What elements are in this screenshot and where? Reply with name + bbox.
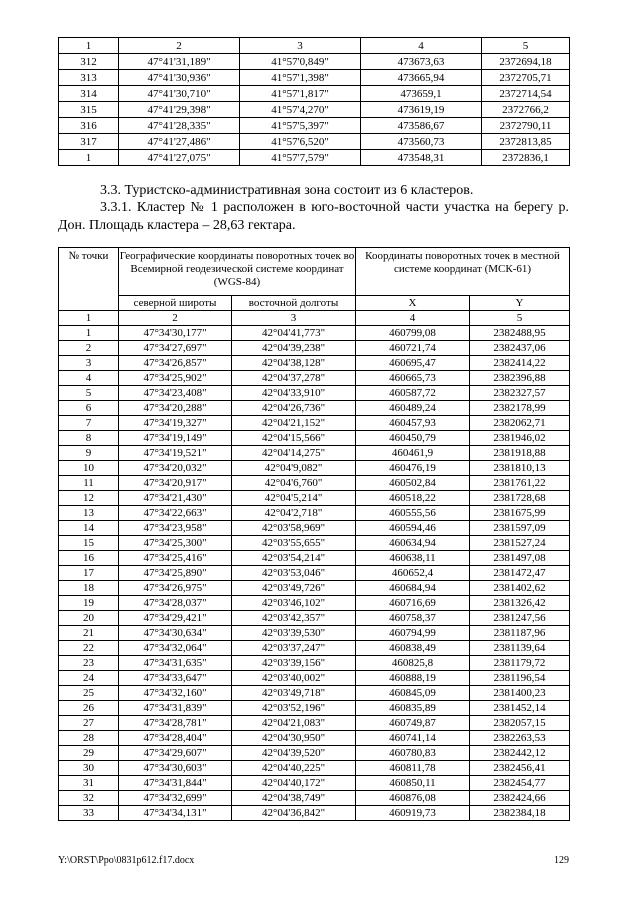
table-cell: 47°34'34,131" <box>119 806 232 821</box>
table-cell: 2382263,53 <box>470 731 570 746</box>
table-cell: 2381597,09 <box>470 521 570 536</box>
table-cell: 460825,8 <box>356 656 470 671</box>
table-cell: 47°34'30,177" <box>119 326 232 341</box>
longitude-header: восточной долготы <box>232 296 356 311</box>
table-cell: 42°04'36,842" <box>232 806 356 821</box>
table-row <box>59 341 570 356</box>
table-cell: 42°04'14,275" <box>232 446 356 461</box>
table-cell: 28 <box>59 731 119 746</box>
table-cell: 460845,09 <box>356 686 470 701</box>
table-cell: 2372694,18 <box>482 54 570 70</box>
table-cell: 42°04'21,152" <box>232 416 356 431</box>
table-cell: 41°57'6,520" <box>240 134 361 150</box>
table-cell: 2382454,77 <box>470 776 570 791</box>
table-cell: 42°04'40,225" <box>232 761 356 776</box>
table-cell: 12 <box>59 491 119 506</box>
table-cell: 11 <box>59 476 119 491</box>
table-cell: 460838,49 <box>356 641 470 656</box>
table-cell: 14 <box>59 521 119 536</box>
table-cell: 19 <box>59 596 119 611</box>
table-cell: 42°04'5,214" <box>232 491 356 506</box>
table-cell: 460684,94 <box>356 581 470 596</box>
table-cell: 460461,9 <box>356 446 470 461</box>
table-cell: 42°04'38,128" <box>232 356 356 371</box>
table-cell: 42°03'37,247" <box>232 641 356 656</box>
table-cell: 10 <box>59 461 119 476</box>
table-cell: 47°34'28,404" <box>119 731 232 746</box>
table-row <box>59 641 570 656</box>
column-number-cell: 2 <box>119 38 240 54</box>
table-cell: 41°57'1,398" <box>240 70 361 86</box>
table-cell: 2381139,64 <box>470 641 570 656</box>
table-cell: 460721,74 <box>356 341 470 356</box>
column-number-cell: 5 <box>470 311 570 326</box>
table-cell: 25 <box>59 686 119 701</box>
table-cell: 13 <box>59 506 119 521</box>
y-header: Y <box>470 296 570 311</box>
table-cell: 15 <box>59 536 119 551</box>
table-cell: 31 <box>59 776 119 791</box>
table-row <box>59 761 570 776</box>
table-cell: 2382384,18 <box>470 806 570 821</box>
table-cell: 47°34'29,607" <box>119 746 232 761</box>
table-cell: 42°03'53,046" <box>232 566 356 581</box>
table-cell: 2381452,14 <box>470 701 570 716</box>
table-row <box>59 626 570 641</box>
table-cell: 2381402,62 <box>470 581 570 596</box>
table-cell: 2372714,54 <box>482 86 570 102</box>
table-cell: 2382327,57 <box>470 386 570 401</box>
table-cell: 1 <box>59 150 119 166</box>
column-number-cell: 1 <box>59 311 119 326</box>
x-header: X <box>356 296 470 311</box>
table-cell: 2382057,15 <box>470 716 570 731</box>
table-cell: 47°34'26,975" <box>119 581 232 596</box>
table-cell: 2381527,24 <box>470 536 570 551</box>
table-cell: 460489,24 <box>356 401 470 416</box>
table-cell: 460518,22 <box>356 491 470 506</box>
table-row <box>59 461 570 476</box>
table-cell: 47°34'31,844" <box>119 776 232 791</box>
column-number-cell: 1 <box>59 38 119 54</box>
latitude-header: северной широты <box>119 296 232 311</box>
table-cell: 42°04'6,760" <box>232 476 356 491</box>
table-cell: 2381326,42 <box>470 596 570 611</box>
table-cell: 313 <box>59 70 119 86</box>
table-cell: 2381187,96 <box>470 626 570 641</box>
table-cell: 22 <box>59 641 119 656</box>
table-cell: 47°34'27,697" <box>119 341 232 356</box>
table-cell: 2381400,23 <box>470 686 570 701</box>
table-cell: 8 <box>59 431 119 446</box>
table-cell: 473586,67 <box>361 118 482 134</box>
table-cell: 460799,08 <box>356 326 470 341</box>
page-number: 129 <box>554 855 569 866</box>
column-number-cell: 3 <box>240 38 361 54</box>
table-cell: 2381675,99 <box>470 506 570 521</box>
table-cell: 473548,31 <box>361 150 482 166</box>
table-row <box>59 118 570 134</box>
table-cell: 460850,11 <box>356 776 470 791</box>
table-cell: 42°03'46,102" <box>232 596 356 611</box>
table-cell: 460652,4 <box>356 566 470 581</box>
file-path: Y:\ORST\Ppo\0831p612.f17.docx <box>58 855 195 866</box>
table-cell: 460749,87 <box>356 716 470 731</box>
table-cell: 42°04'26,736" <box>232 401 356 416</box>
column-number-cell: 5 <box>482 38 570 54</box>
table-cell: 460555,56 <box>356 506 470 521</box>
table-cell: 47°34'30,634" <box>119 626 232 641</box>
table-row <box>59 371 570 386</box>
table-row <box>59 431 570 446</box>
table-cell: 47°34'26,857" <box>119 356 232 371</box>
table-cell: 47°34'30,603" <box>119 761 232 776</box>
table-row <box>59 686 570 701</box>
table-cell: 42°04'37,278" <box>232 371 356 386</box>
table-row <box>59 491 570 506</box>
table-cell: 42°04'30,950" <box>232 731 356 746</box>
table-cell: 2382488,95 <box>470 326 570 341</box>
table-cell: 2381810,13 <box>470 461 570 476</box>
table-cell: 17 <box>59 566 119 581</box>
table-row <box>59 134 570 150</box>
table-cell: 314 <box>59 86 119 102</box>
table-cell: 47°34'32,160" <box>119 686 232 701</box>
table-cell: 47°34'29,421" <box>119 611 232 626</box>
table-cell: 42°03'54,214" <box>232 551 356 566</box>
table-cell: 47°34'20,032" <box>119 461 232 476</box>
table-cell: 16 <box>59 551 119 566</box>
table-cell: 473665,94 <box>361 70 482 86</box>
table-cell: 460716,69 <box>356 596 470 611</box>
table-cell: 2382178,99 <box>470 401 570 416</box>
table-row <box>59 536 570 551</box>
table-row <box>59 671 570 686</box>
table-row <box>59 326 570 341</box>
table-cell: 47°34'33,647" <box>119 671 232 686</box>
table-row <box>59 551 570 566</box>
table-cell: 47°34'31,635" <box>119 656 232 671</box>
table-cell: 2372790,11 <box>482 118 570 134</box>
table-row <box>59 416 570 431</box>
table-cell: 312 <box>59 54 119 70</box>
table-cell: 30 <box>59 761 119 776</box>
table-cell: 42°03'49,726" <box>232 581 356 596</box>
table-cell: 47°41'30,710" <box>119 86 240 102</box>
table-cell: 42°03'49,718" <box>232 686 356 701</box>
table-row <box>59 446 570 461</box>
table-cell: 42°04'39,520" <box>232 746 356 761</box>
table-row <box>59 656 570 671</box>
table-cell: 7 <box>59 416 119 431</box>
table-cell: 2381918,88 <box>470 446 570 461</box>
table-cell: 32 <box>59 791 119 806</box>
table-row <box>59 401 570 416</box>
table-cell: 473673,63 <box>361 54 482 70</box>
column-number-cell: 3 <box>232 311 356 326</box>
table-cell: 47°41'29,398" <box>119 102 240 118</box>
table-cell: 42°04'38,749" <box>232 791 356 806</box>
column-number-cell: 4 <box>361 38 482 54</box>
table-cell: 20 <box>59 611 119 626</box>
table-row <box>59 356 570 371</box>
table-cell: 29 <box>59 746 119 761</box>
table-cell: 47°34'25,902" <box>119 371 232 386</box>
table-cell: 473560,73 <box>361 134 482 150</box>
table-cell: 26 <box>59 701 119 716</box>
table-row <box>59 731 570 746</box>
table-row <box>59 581 570 596</box>
table-cell: 460476,19 <box>356 461 470 476</box>
table-cell: 47°34'19,521" <box>119 446 232 461</box>
table-cell: 2382456,41 <box>470 761 570 776</box>
table-cell: 47°34'32,064" <box>119 641 232 656</box>
cluster-description-paragraph: 3.3.1. Кластер № 1 расположен в юго-восточной части участка на берегу р. Дон. Площадь кластера – 28,63 гектара. <box>58 200 569 233</box>
table-cell: 460835,89 <box>356 701 470 716</box>
table-cell: 316 <box>59 118 119 134</box>
table-cell: 42°03'39,530" <box>232 626 356 641</box>
table-cell: 42°04'33,910" <box>232 386 356 401</box>
coordinates-table-continued <box>58 37 570 166</box>
geo-coordinates-header: Географические координаты поворотных точек во Всемирной геодезической системе координат (WGS-84) <box>119 248 356 296</box>
table-cell: 42°04'21,083" <box>232 716 356 731</box>
table-cell: 1 <box>59 326 119 341</box>
local-coordinates-header: Координаты поворотных точек в местной системе координат (МСК-61) <box>356 248 570 296</box>
zone-description-paragraph: 3.3. Туристско-административная зона состоит из 6 кластеров. <box>100 183 474 198</box>
table-row <box>59 566 570 581</box>
table-cell: 47°34'31,839" <box>119 701 232 716</box>
table-cell: 473659,1 <box>361 86 482 102</box>
table-cell: 42°04'40,172" <box>232 776 356 791</box>
table-cell: 21 <box>59 626 119 641</box>
table-cell: 473619,19 <box>361 102 482 118</box>
table-cell: 460695,47 <box>356 356 470 371</box>
column-number-cell: 2 <box>119 311 232 326</box>
table-cell: 460665,73 <box>356 371 470 386</box>
table-cell: 2381728,68 <box>470 491 570 506</box>
table-row <box>59 611 570 626</box>
table-cell: 47°34'25,890" <box>119 566 232 581</box>
table-cell: 47°34'32,699" <box>119 791 232 806</box>
point-number-header: № точки <box>59 248 119 311</box>
table-cell: 460758,37 <box>356 611 470 626</box>
table-cell: 4 <box>59 371 119 386</box>
table-cell: 2372766,2 <box>482 102 570 118</box>
table-cell: 47°41'30,936" <box>119 70 240 86</box>
table-cell: 2382442,12 <box>470 746 570 761</box>
table-cell: 9 <box>59 446 119 461</box>
column-numbers-row <box>59 311 570 326</box>
table-cell: 460457,93 <box>356 416 470 431</box>
table-cell: 42°04'39,238" <box>232 341 356 356</box>
table-cell: 42°04'2,718" <box>232 506 356 521</box>
table-cell: 41°57'1,817" <box>240 86 361 102</box>
table-cell: 41°57'0,849" <box>240 54 361 70</box>
table-cell: 42°04'9,082" <box>232 461 356 476</box>
table-cell: 3 <box>59 356 119 371</box>
table-row <box>59 776 570 791</box>
table-cell: 42°03'55,655" <box>232 536 356 551</box>
table-row <box>59 476 570 491</box>
table-cell: 460919,73 <box>356 806 470 821</box>
table-cell: 460638,11 <box>356 551 470 566</box>
table-cell: 2381247,56 <box>470 611 570 626</box>
table-row <box>59 701 570 716</box>
table-cell: 42°04'41,773" <box>232 326 356 341</box>
column-number-cell: 4 <box>356 311 470 326</box>
table-cell: 42°03'52,196" <box>232 701 356 716</box>
table-row <box>59 746 570 761</box>
table-cell: 41°57'7,579" <box>240 150 361 166</box>
table-cell: 42°03'42,357" <box>232 611 356 626</box>
table-cell: 2382396,88 <box>470 371 570 386</box>
table-cell: 2381761,22 <box>470 476 570 491</box>
table-cell: 41°57'5,397" <box>240 118 361 134</box>
table-cell: 18 <box>59 581 119 596</box>
table-cell: 6 <box>59 401 119 416</box>
column-numbers-row <box>59 38 570 54</box>
table-cell: 2372836,1 <box>482 150 570 166</box>
table-cell: 2382437,06 <box>470 341 570 356</box>
table-cell: 41°57'4,270" <box>240 102 361 118</box>
table-cell: 42°04'15,566" <box>232 431 356 446</box>
table-cell: 460502,84 <box>356 476 470 491</box>
table-cell: 33 <box>59 806 119 821</box>
table-cell: 24 <box>59 671 119 686</box>
table-cell: 47°34'22,663" <box>119 506 232 521</box>
table-row <box>59 150 570 166</box>
table-cell: 47°34'28,781" <box>119 716 232 731</box>
table-cell: 47°41'27,486" <box>119 134 240 150</box>
table-cell: 47°34'21,430" <box>119 491 232 506</box>
table-row <box>59 596 570 611</box>
table-cell: 42°03'39,156" <box>232 656 356 671</box>
table-cell: 47°34'25,300" <box>119 536 232 551</box>
table-cell: 315 <box>59 102 119 118</box>
table-cell: 460587,72 <box>356 386 470 401</box>
table-row <box>59 791 570 806</box>
table-cell: 2372813,85 <box>482 134 570 150</box>
table-cell: 47°34'23,408" <box>119 386 232 401</box>
table-row <box>59 521 570 536</box>
table-cell: 2382062,71 <box>470 416 570 431</box>
table-cell: 47°41'28,335" <box>119 118 240 134</box>
table-cell: 460450,79 <box>356 431 470 446</box>
table-cell: 2372705,71 <box>482 70 570 86</box>
table-cell: 47°34'25,416" <box>119 551 232 566</box>
table-cell: 2381497,08 <box>470 551 570 566</box>
table-cell: 2381472,47 <box>470 566 570 581</box>
table-cell: 2382424,66 <box>470 791 570 806</box>
table-cell: 460594,46 <box>356 521 470 536</box>
table-cell: 42°03'40,002" <box>232 671 356 686</box>
table-cell: 317 <box>59 134 119 150</box>
cluster-1-coordinates-table <box>58 247 570 821</box>
table-cell: 2381946,02 <box>470 431 570 446</box>
table-cell: 47°34'28,037" <box>119 596 232 611</box>
table-row <box>59 806 570 821</box>
table-cell: 460741,14 <box>356 731 470 746</box>
table-cell: 460888,19 <box>356 671 470 686</box>
table-cell: 47°34'19,149" <box>119 431 232 446</box>
table-cell: 47°41'31,189" <box>119 54 240 70</box>
table-cell: 2 <box>59 341 119 356</box>
table-cell: 47°34'20,288" <box>119 401 232 416</box>
table-cell: 460634,94 <box>356 536 470 551</box>
table-cell: 460794,99 <box>356 626 470 641</box>
table-cell: 23 <box>59 656 119 671</box>
table-cell: 460780,83 <box>356 746 470 761</box>
table-row <box>59 54 570 70</box>
table-row <box>59 716 570 731</box>
table-cell: 5 <box>59 386 119 401</box>
table-cell: 47°34'19,327" <box>119 416 232 431</box>
table-cell: 2382414,22 <box>470 356 570 371</box>
table-cell: 47°41'27,075" <box>119 150 240 166</box>
table-cell: 47°34'20,917" <box>119 476 232 491</box>
table-row <box>59 102 570 118</box>
table-row <box>59 86 570 102</box>
table-cell: 42°03'58,969" <box>232 521 356 536</box>
table-cell: 2381179,72 <box>470 656 570 671</box>
table-cell: 47°34'23,958" <box>119 521 232 536</box>
table-cell: 460876,08 <box>356 791 470 806</box>
table-cell: 460811,78 <box>356 761 470 776</box>
table-cell: 2381196,54 <box>470 671 570 686</box>
table-row <box>59 386 570 401</box>
table-cell: 27 <box>59 716 119 731</box>
table-row <box>59 70 570 86</box>
table-row <box>59 506 570 521</box>
